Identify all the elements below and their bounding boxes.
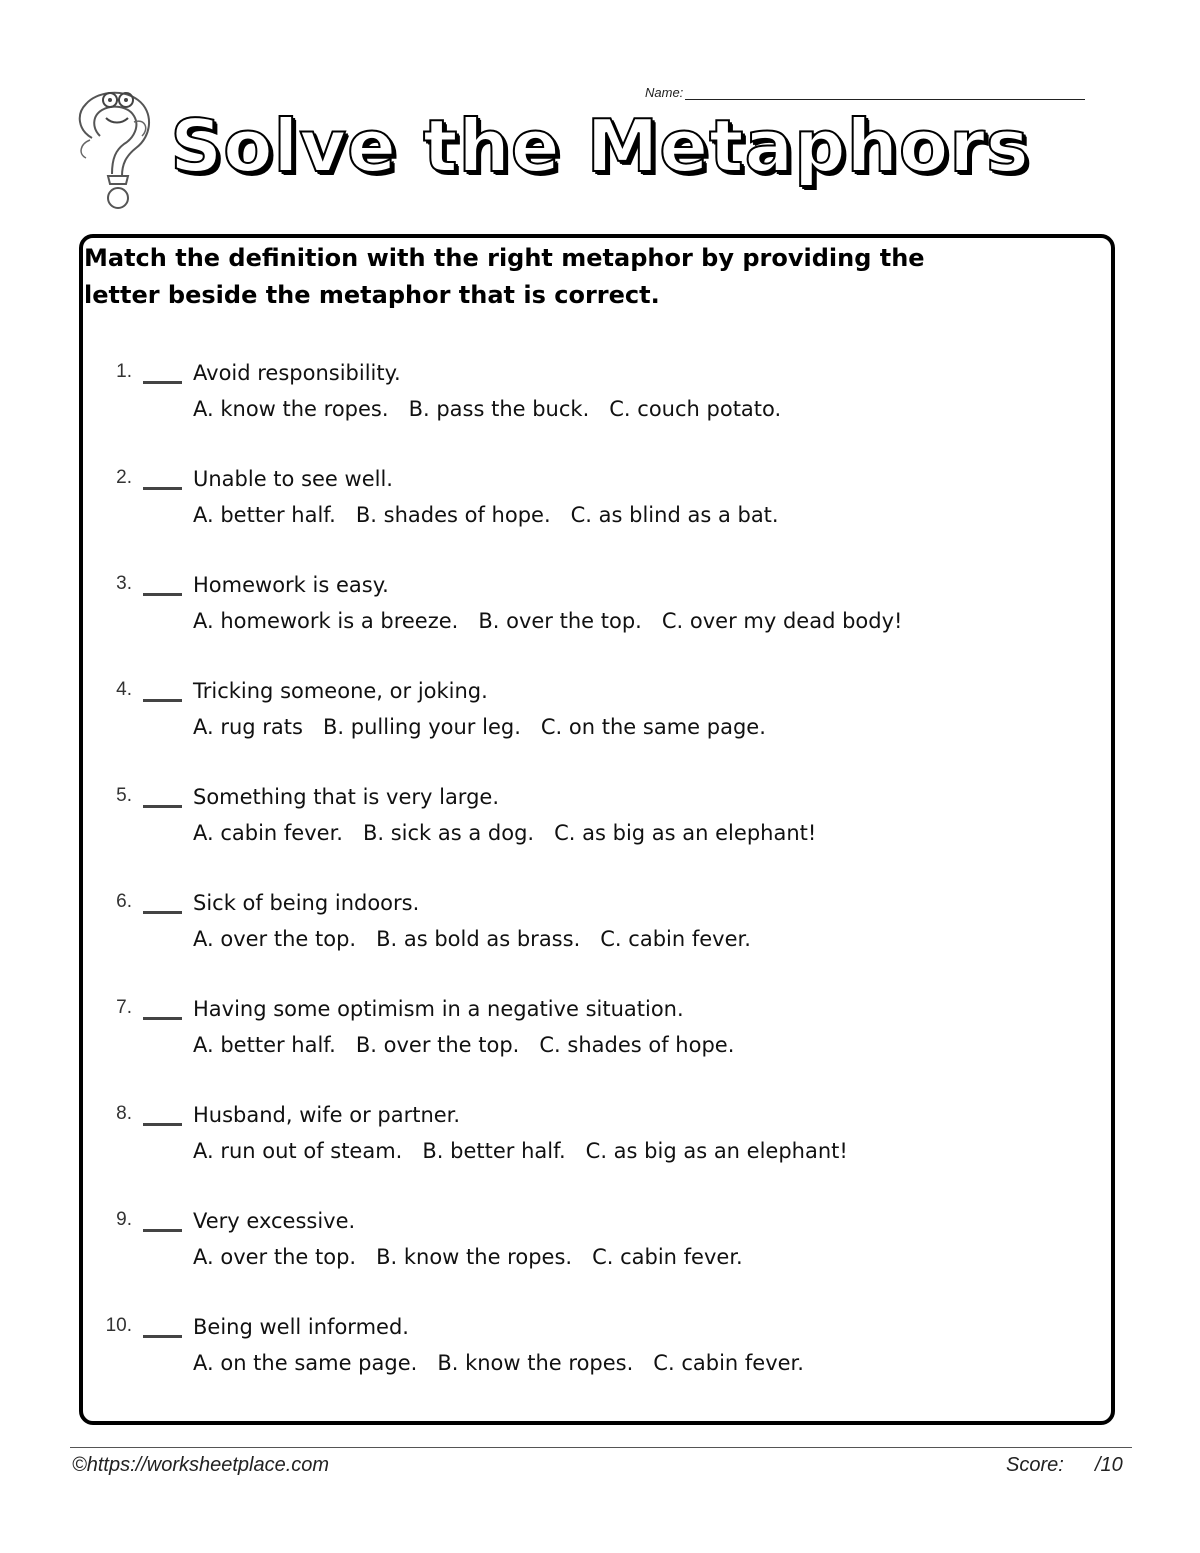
- question-number: 3.: [116, 573, 132, 594]
- score-label: Score:: [1006, 1454, 1064, 1476]
- question-number: 7.: [116, 997, 132, 1018]
- question-item: [0, 679, 1200, 769]
- question-number: 8.: [116, 1103, 132, 1124]
- answer-blank[interactable]: [143, 1229, 182, 1232]
- question-definition: Sick of being indoors.: [193, 891, 420, 915]
- footer-divider: [70, 1447, 1132, 1448]
- question-number: 9.: [116, 1209, 132, 1230]
- page-title: Solve the Metaphors: [170, 104, 1030, 188]
- name-label: Name:: [645, 85, 684, 100]
- question-options: A. better half. B. shades of hope. C. as blind as a bat.: [193, 503, 779, 527]
- question-item: [0, 785, 1200, 875]
- question-item: [0, 1315, 1200, 1405]
- answer-blank[interactable]: [143, 593, 182, 596]
- question-definition: Husband, wife or partner.: [193, 1103, 461, 1127]
- question-item: [0, 573, 1200, 663]
- footer-credit: ©https://worksheetplace.com: [72, 1454, 330, 1476]
- question-number: 6.: [116, 891, 132, 912]
- question-number: 4.: [116, 679, 132, 700]
- question-number: 5.: [116, 785, 132, 806]
- question-definition: Tricking someone, or joking.: [193, 679, 488, 703]
- answer-blank[interactable]: [143, 699, 182, 702]
- question-options: A. know the ropes. B. pass the buck. C. couch potato.: [193, 397, 782, 421]
- question-item: [0, 1209, 1200, 1299]
- question-options: A. over the top. B. as bold as brass. C. cabin fever.: [193, 927, 751, 951]
- question-item: [0, 467, 1200, 557]
- question-options: A. rug rats B. pulling your leg. C. on the same page.: [193, 715, 766, 739]
- question-options: A. homework is a breeze. B. over the top. C. over my dead body!: [193, 609, 903, 633]
- name-blank-line[interactable]: [685, 85, 1085, 100]
- score-total: /10: [1095, 1454, 1123, 1476]
- instructions: Match the definition with the right metaphor by providing the letter beside the metaphor that is correct.: [84, 244, 925, 309]
- question-number: 2.: [116, 467, 132, 488]
- question-item: [0, 997, 1200, 1087]
- answer-blank[interactable]: [143, 487, 182, 490]
- answer-blank[interactable]: [143, 381, 182, 384]
- question-definition: Something that is very large.: [193, 785, 499, 809]
- question-options: A. over the top. B. know the ropes. C. cabin fever.: [193, 1245, 743, 1269]
- question-definition: Very excessive.: [193, 1209, 356, 1233]
- answer-blank[interactable]: [143, 1017, 182, 1020]
- answer-blank[interactable]: [143, 1123, 182, 1126]
- answer-blank[interactable]: [143, 1335, 182, 1338]
- question-definition: Having some optimism in a negative situation.: [193, 997, 684, 1021]
- question-definition: Homework is easy.: [193, 573, 389, 597]
- question-options: A. better half. B. over the top. C. shades of hope.: [193, 1033, 735, 1057]
- name-field[interactable]: [645, 80, 1085, 100]
- question-definition: Unable to see well.: [193, 467, 393, 491]
- question-options: A. on the same page. B. know the ropes. C. cabin fever.: [193, 1351, 804, 1375]
- answer-blank[interactable]: [143, 911, 182, 914]
- question-options: A. cabin fever. B. sick as a dog. C. as big as an elephant!: [193, 821, 817, 845]
- question-item: [0, 361, 1200, 451]
- question-definition: Avoid responsibility.: [193, 361, 401, 385]
- answer-blank[interactable]: [143, 805, 182, 808]
- question-definition: Being well informed.: [193, 1315, 409, 1339]
- question-number: 10.: [105, 1315, 132, 1336]
- question-options: A. run out of steam. B. better half. C. as big as an elephant!: [193, 1139, 848, 1163]
- question-number: 1.: [116, 361, 132, 382]
- question-item: [0, 891, 1200, 981]
- question-item: [0, 1103, 1200, 1193]
